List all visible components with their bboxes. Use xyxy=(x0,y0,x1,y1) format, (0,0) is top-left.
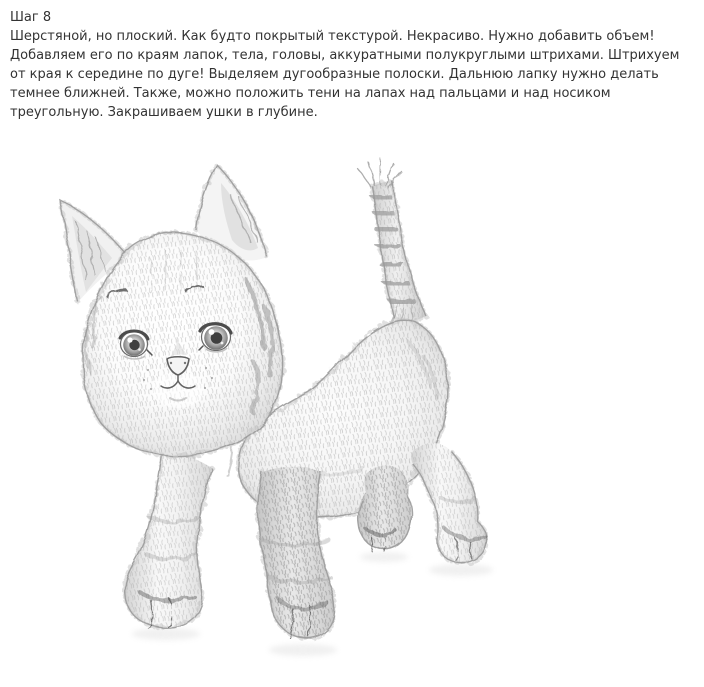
step-title: Шаг 8 xyxy=(10,10,52,25)
step-text-block xyxy=(0,0,704,122)
step-description: Шерстяной, но плоский. Как будто покрытый текстурой. Некрасиво. Нужно добавить объем! Добавляем его по краям лапок, тела, головы, аккуратными полукруглыми штрихами. Штрихуем от края к середине по дуге! Выделяем дугообразные полоски. Дальнюю лапку нужно делать темнее ближней. Также, можно положить тени на лапах над пальцами и над носиком треугольную. Закрашиваем ушки в глубине. xyxy=(10,29,680,120)
near-front-leg xyxy=(125,452,212,629)
far-hind-paw xyxy=(358,465,412,552)
tutorial-page xyxy=(0,0,704,122)
kitten-tail xyxy=(359,159,426,332)
tail-tip-tuft xyxy=(359,159,402,188)
near-hind-leg xyxy=(411,443,486,563)
